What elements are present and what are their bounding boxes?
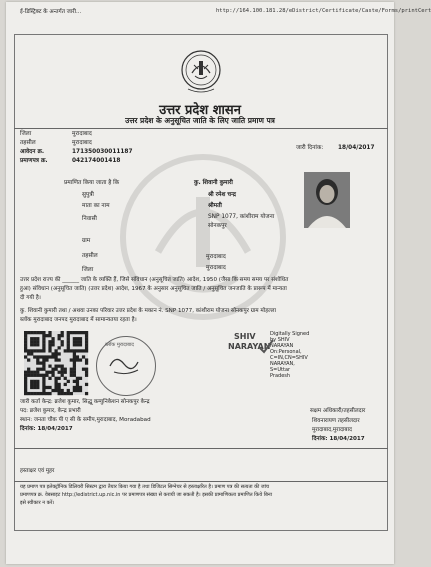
- detail-label: माता का नाम: [82, 203, 110, 209]
- page-url: http://164.100.181.28/eDistrict/Certificate/Caste/Forms/printCert: [216, 8, 431, 14]
- detail-value: श्रीमती: [208, 203, 222, 209]
- footer-note-line: यह प्रमाण पत्र इलेक्ट्रॉनिक डिलिवरी सिस्टम द्वारा तैयार किया गया है तथा डिजिटल सिग्नेचर से हस्ताक्षरित है। प्रमाण पत्र की सत्यता की जांच: [20, 484, 270, 490]
- digital-signature-line: NARAYAN,: [270, 361, 295, 367]
- detail-value: श्री रमेश चन्द्र: [208, 192, 236, 198]
- footer-note-line: प्रमाणपत्र क्र. वेबसाइट http://edistrict.up.nic.in पर प्रमाणपत्र संख्या से करायी जा सकती है। इसकी प्रामाणिकता प्रमाणित किये बिना: [20, 492, 272, 498]
- issuer-center: जारी कर्ता केन्द्र: ब्रजेश कुमार, सिद्धू कम्युनिकेशन सोनकपुर केन्द्र: [20, 399, 150, 405]
- certificate-no-label: प्रमाणपत्र क्र.: [20, 158, 48, 164]
- digital-signature-line: NARAYAN: [270, 343, 294, 349]
- digital-signature-line: Digitally Signed: [270, 331, 310, 337]
- detail-label: निवासी: [82, 216, 97, 222]
- authority-name: शिवनारायण तहसीलदार: [312, 418, 360, 424]
- applicant-sign-label: हस्ताक्षर एवं मुहर: [20, 468, 55, 474]
- watermark-emblem-icon: [118, 142, 288, 332]
- application-label: आवेदन क्र.: [20, 149, 45, 155]
- digital-signature-line: On:Personal,: [270, 349, 302, 355]
- detail-label: सुपुत्री: [82, 192, 94, 198]
- detail-value: मुरादाबाद: [206, 265, 226, 271]
- digital-signature-line: Pradesh: [270, 373, 291, 379]
- certification-text-line: उत्तर प्रदेश राज्य की ______ जाति के व्यक्ति हैं, जिसे संविधान (अनुसूचित जाति) आदेश, 1950 (जैसा कि समय समय पर संशोधित: [20, 277, 289, 283]
- district-value: मुरादाबाद: [72, 131, 92, 137]
- certification-text-line: दी गयी है।: [20, 295, 41, 301]
- certificate-no-value: 042174001418: [72, 158, 121, 164]
- detail-value: कु. शिवानी कुमारी: [194, 180, 233, 186]
- tehsil-value: मुरादाबाद: [72, 140, 92, 146]
- residence-text-line: ब्लॉक मुरादाबाद जनपद मुरादाबाद में सामान्यतया रहता है।: [20, 317, 137, 323]
- issue-date-label: जारी दिनांक:: [296, 145, 324, 151]
- digital-signer-name: SHIV: [234, 332, 256, 341]
- up-state-emblem-icon: [180, 49, 222, 95]
- footer-divider: [14, 481, 388, 482]
- certification-text-line: हुआ) संविधान (अनुसूचित जाति) (उत्तर प्रदेश) आदेश, 1967 के अनुसार अनुसूचित जाति / अनुसूचित जनजाति के प्रारूप में मान्यता: [20, 286, 287, 292]
- office-seal-stamp: [96, 336, 156, 396]
- tehsil-label: तहसील: [20, 140, 36, 146]
- issuer-place: स्थान: जनता चौक पी ए सी के समीप,मुरादाबाद, Moradabad: [20, 417, 151, 423]
- residence-text-line: कु. शिवानी कुमारी तथा / अथवा उनका परिवार उत्तर प्रदेश के मकान नं. SNP 1077, कांशीराम योजना सोनकपुर ग्राम मोहल्ला: [20, 308, 276, 314]
- detail-value: SNP 1077, कांशीराम योजना: [208, 214, 275, 220]
- stamp-text: ब्लॉक मुरादाबाद: [105, 342, 134, 348]
- signature-valid-check-icon: [256, 336, 276, 356]
- certificate-page: [6, 2, 431, 564]
- digital-signature-line: C=IN,CN=SHIV: [270, 355, 308, 361]
- issuer-date: दिनांक: 18/04/2017: [20, 426, 73, 432]
- header-divider: [14, 128, 388, 129]
- digital-signature-line: S=Uttar: [270, 367, 291, 373]
- detail-value: मुरादाबाद: [206, 254, 226, 260]
- detail-value: सोनकपुर: [208, 223, 227, 229]
- detail-label: ग्राम: [82, 238, 91, 244]
- qr-code-icon: [24, 331, 88, 395]
- certificate-subtitle: उत्तर प्रदेश के अनुसूचित जाति के लिए जाति प्रमाण पत्र: [125, 116, 275, 125]
- authority-place: मुरादाबाद,मुरादाबाद: [312, 427, 353, 433]
- applicant-photo: [304, 172, 350, 228]
- digital-signer-name-2: NARAYAN: [228, 342, 271, 351]
- detail-label: जिला: [82, 267, 94, 273]
- authority-date: दिनांक: 18/04/2017: [312, 436, 365, 442]
- top-left-note: ई-डिस्ट्रिक्ट के अन्तर्गत जारी...: [20, 9, 82, 15]
- detail-label: प्रमाणित किया जाता है कि: [64, 180, 120, 186]
- application-value: 171350030011187: [72, 149, 133, 155]
- signature-divider: [14, 448, 388, 449]
- certificate-title: उत्तर प्रदेश शासन: [159, 103, 241, 118]
- detail-label: तहसील: [82, 253, 98, 259]
- digital-signature-line: by SHIV: [270, 337, 290, 343]
- footer-note-line: इसे स्वीकार न करें।: [20, 500, 55, 506]
- district-label: जिला: [20, 131, 32, 137]
- issue-date-value: 18/04/2017: [338, 145, 375, 151]
- authority-title: सक्षम अधिकारी/तहसीलदार: [310, 408, 366, 414]
- issuer-designation: पद: ब्रजेश कुमार, केन्द्र प्रभारी: [20, 408, 81, 414]
